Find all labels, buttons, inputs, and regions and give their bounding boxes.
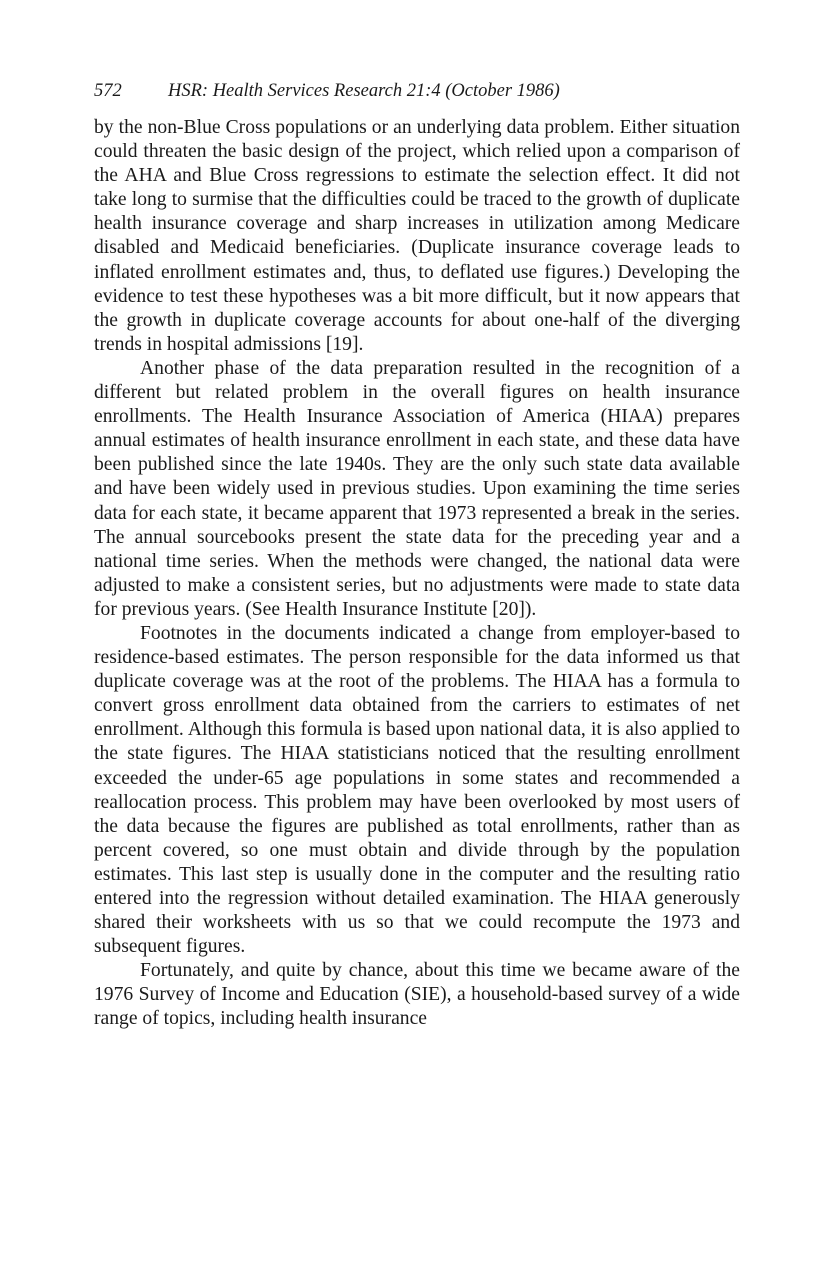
paragraph-hiaa-enrollment: Another phase of the data preparation resulted in the recognition of a different but related problem in the overall figures on health insurance enrollments. The Health Insurance Association of America (HIAA) prepares annual estimates of health insurance enrollment in each state, and these data have been published since the late 1940s. They are the only such state data available and have been widely used in previous studies. Upon examining the time series data for each state, it became apparent that 1973 represented a break in the series. The annual sourcebooks present the state data for the preceding year and a national time series. When the methods were changed, the national data were adjusted to make a consistent series, but no adjustments were made to state data for previous years. (See Health Insurance Institute [20]). — [94, 357, 740, 620]
journal-page — [94, 78, 740, 1032]
paragraph-continued: by the non-Blue Cross populations or an underlying data problem. Either situation could threaten the basic design of the project, which relied upon a comparison of the AHA and Blue Cross regressions to estimate the selection effect. It did not take long to surmise that the difficulties could be traced to the growth of duplicate health insurance coverage and sharp increases in utilization among Medicare disabled and Medicaid beneficiaries. (Duplicate insurance coverage leads to inflated enrollment estimates and, thus, to deflated use figures.) Developing the evidence to test these hypotheses was a bit more difficult, but it now appears that the growth in duplicate coverage accounts for about one-half of the diverging trends in hospital admissions [19]. — [94, 117, 740, 355]
body-text — [94, 116, 740, 1032]
running-head — [94, 78, 740, 104]
paragraph-footnotes: Footnotes in the documents indicated a change from employer-based to residence-based estimates. The person responsible for the data informed us that duplicate coverage was at the root of the problems. The HIAA has a formula to convert gross enrollment data obtained from the carriers to estimates of net enrollment. Although this formula is based upon national data, it is also applied to the state figures. The HIAA statisticians noticed that the resulting enrollment exceeded the under-65 age populations in some states and recommended a reallocation process. This problem may have been overlooked by most users of the data because the figures are published as total enrollments, rather than as percent covered, so one must obtain and divide through by the population estimates. This last step is usually done in the computer and the resulting ratio entered into the regression without detailed examination. The HIAA generously shared their worksheets with us so that we could recompute the 1973 and subsequent figures. — [94, 622, 740, 958]
running-title: HSR: Health Services Research 21:4 (October 1986) — [168, 81, 560, 101]
paragraph-sie-survey: Fortunately, and quite by chance, about this time we became aware of the 1976 Survey of Income and Education (SIE), a household-based survey of a wide range of topics, including health insurance — [94, 960, 740, 1030]
page-number: 572 — [94, 81, 122, 101]
